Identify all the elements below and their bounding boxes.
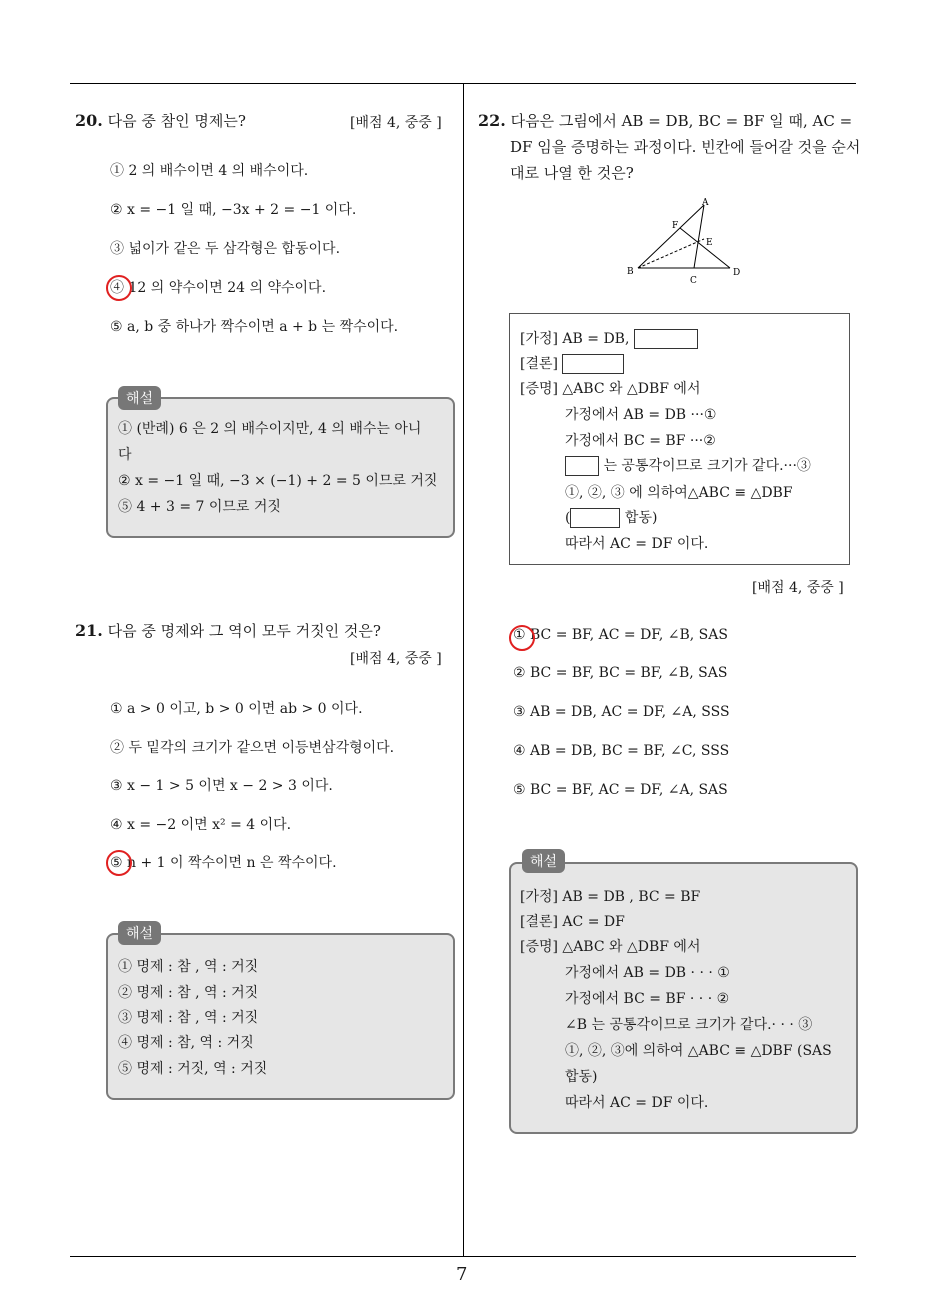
solution-line: ∠B 는 공통각이므로 크기가 같다.· · · ③ xyxy=(565,1017,813,1033)
choice-5[interactable]: ⑤ a, b 중 하나가 짝수이면 a + b 는 짝수이다. xyxy=(110,319,399,335)
question-text-line: DF 임을 증명하는 과정이다. 빈칸에 들어갈 것을 순서 xyxy=(510,138,861,156)
page-number: 7 xyxy=(456,1264,468,1285)
choice-1[interactable]: ① BC = BF, AC = DF, ∠B, SAS xyxy=(513,627,728,643)
choice-4[interactable]: ④ 12 의 약수이면 24 의 약수이다. xyxy=(110,280,327,296)
choice-3[interactable]: ③ AB = DB, AC = DF, ∠A, SSS xyxy=(513,704,730,720)
proof-step-1: 가정에서 AB = DB ···① xyxy=(565,407,717,423)
vertex-label-d: D xyxy=(733,268,741,278)
vertex-label-e: E xyxy=(706,238,713,248)
question-text-line: 대로 나열 한 것은? xyxy=(510,164,634,182)
choice-1[interactable]: ① a > 0 이고, b > 0 이면 ab > 0 이다. xyxy=(110,701,363,717)
question-text: 다음 중 참인 명제는? xyxy=(107,112,246,130)
proof-step-3-text: 는 공통각이므로 크기가 같다.···③ xyxy=(603,458,811,474)
score-label: [배점 4, 중중 ] xyxy=(350,651,442,667)
solution-line: 가정에서 AB = DB · · · ① xyxy=(565,965,730,981)
proof-hyp-text: [가정] AB = DB, xyxy=(520,331,630,347)
score-label: [배점 4, 중중 ] xyxy=(752,580,844,596)
question-number: 21. xyxy=(75,621,103,640)
proof-concl-text: [결론] xyxy=(520,356,558,372)
question-20 xyxy=(75,110,246,131)
blank-box[interactable] xyxy=(562,354,624,374)
solution-tag: 해설 xyxy=(118,921,161,945)
choice-5[interactable]: ⑤ n + 1 이 짝수이면 n 은 짝수이다. xyxy=(110,855,337,871)
proof-step-5-text: 합동) xyxy=(624,510,658,526)
solution-tag: 해설 xyxy=(522,849,565,873)
proof-conclusion xyxy=(520,353,624,374)
proof-step-4: ①, ②, ③ 에 의하여△ABC ≡ △DBF xyxy=(565,485,793,501)
solution-line: 가정에서 BC = BF · · · ② xyxy=(565,991,730,1007)
solution-line: ③ 명제 : 참 , 역 : 거짓 xyxy=(118,1010,259,1026)
solution-line: ⑤ 4 + 3 = 7 이므로 거짓 xyxy=(118,499,281,515)
proof-step-5 xyxy=(565,507,657,528)
choice-3[interactable]: ③ 넓이가 같은 두 삼각형은 합동이다. xyxy=(110,241,341,257)
solution-line: [증명] △ABC 와 △DBF 에서 xyxy=(520,939,701,955)
solution-line: ② 명제 : 참 , 역 : 거짓 xyxy=(118,985,259,1001)
choice-2[interactable]: ② x = −1 일 때, −3x + 2 = −1 이다. xyxy=(110,202,357,218)
solution-line: ① (반례) 6 은 2 의 배수이지만, 4 의 배수는 아니 xyxy=(118,421,422,437)
solution-line: 다 xyxy=(118,447,132,463)
question-text: 다음 중 명제와 그 역이 모두 거짓인 것은? xyxy=(107,622,381,640)
solution-line: 합동) xyxy=(565,1069,598,1085)
choice-2[interactable]: ② 두 밑각의 크기가 같으면 이등변삼각형이다. xyxy=(110,740,395,756)
choice-3[interactable]: ③ x − 1 > 5 이면 x − 2 > 3 이다. xyxy=(110,778,333,794)
vertex-label-a: A xyxy=(702,198,709,208)
proof-step-6: 따라서 AC = DF 이다. xyxy=(565,536,709,552)
bottom-rule xyxy=(70,1256,856,1257)
proof-step-2: 가정에서 BC = BF ···② xyxy=(565,433,716,449)
vertex-label-f: F xyxy=(672,221,679,231)
question-21 xyxy=(75,620,381,641)
solution-line: ⑤ 명제 : 거짓, 역 : 거짓 xyxy=(118,1061,268,1077)
answer-mark-circle xyxy=(106,850,132,876)
choice-1[interactable]: ① 2 의 배수이면 4 의 배수이다. xyxy=(110,163,309,179)
answer-mark-circle xyxy=(509,625,535,651)
question-22 xyxy=(478,110,852,131)
solution-line: ①, ②, ③에 의하여 △ABC ≡ △DBF (SAS xyxy=(565,1043,832,1059)
solution-tag: 해설 xyxy=(118,386,161,410)
blank-box[interactable] xyxy=(570,508,620,528)
choice-4[interactable]: ④ AB = DB, BC = BF, ∠C, SSS xyxy=(513,743,730,759)
solution-line: ① 명제 : 참 , 역 : 거짓 xyxy=(118,959,259,975)
solution-line: [가정] AB = DB , BC = BF xyxy=(520,889,701,905)
proof-step-3 xyxy=(565,455,811,476)
solution-line: [결론] AC = DF xyxy=(520,914,625,930)
solution-line: ④ 명제 : 참, 역 : 거짓 xyxy=(118,1035,254,1051)
solution-line: ② x = −1 일 때, −3 × (−1) + 2 = 5 이므로 거짓 xyxy=(118,473,438,489)
proof-paren: ( xyxy=(565,510,571,526)
choice-5[interactable]: ⑤ BC = BF, AC = DF, ∠A, SAS xyxy=(513,782,728,798)
proof-head: [증명] △ABC 와 △DBF 에서 xyxy=(520,381,701,397)
choice-2[interactable]: ② BC = BF, BC = BF, ∠B, SAS xyxy=(513,665,728,681)
question-text: 다음은 그림에서 AB = DB, BC = BF 일 때, AC = xyxy=(510,112,853,130)
blank-box[interactable] xyxy=(634,329,698,349)
question-number: 20. xyxy=(75,111,103,130)
proof-hypothesis xyxy=(520,328,698,349)
column-divider xyxy=(463,84,464,1257)
solution-line: 따라서 AC = DF 이다. xyxy=(565,1095,709,1111)
vertex-label-b: B xyxy=(627,267,634,277)
triangle-figure xyxy=(620,195,750,290)
vertex-label-c: C xyxy=(690,276,697,286)
blank-box[interactable] xyxy=(565,456,599,476)
question-number: 22. xyxy=(478,111,506,130)
answer-mark-circle xyxy=(106,275,132,301)
score-label: [배점 4, 중중 ] xyxy=(350,115,442,131)
choice-4[interactable]: ④ x = −2 이면 x² = 4 이다. xyxy=(110,817,292,833)
